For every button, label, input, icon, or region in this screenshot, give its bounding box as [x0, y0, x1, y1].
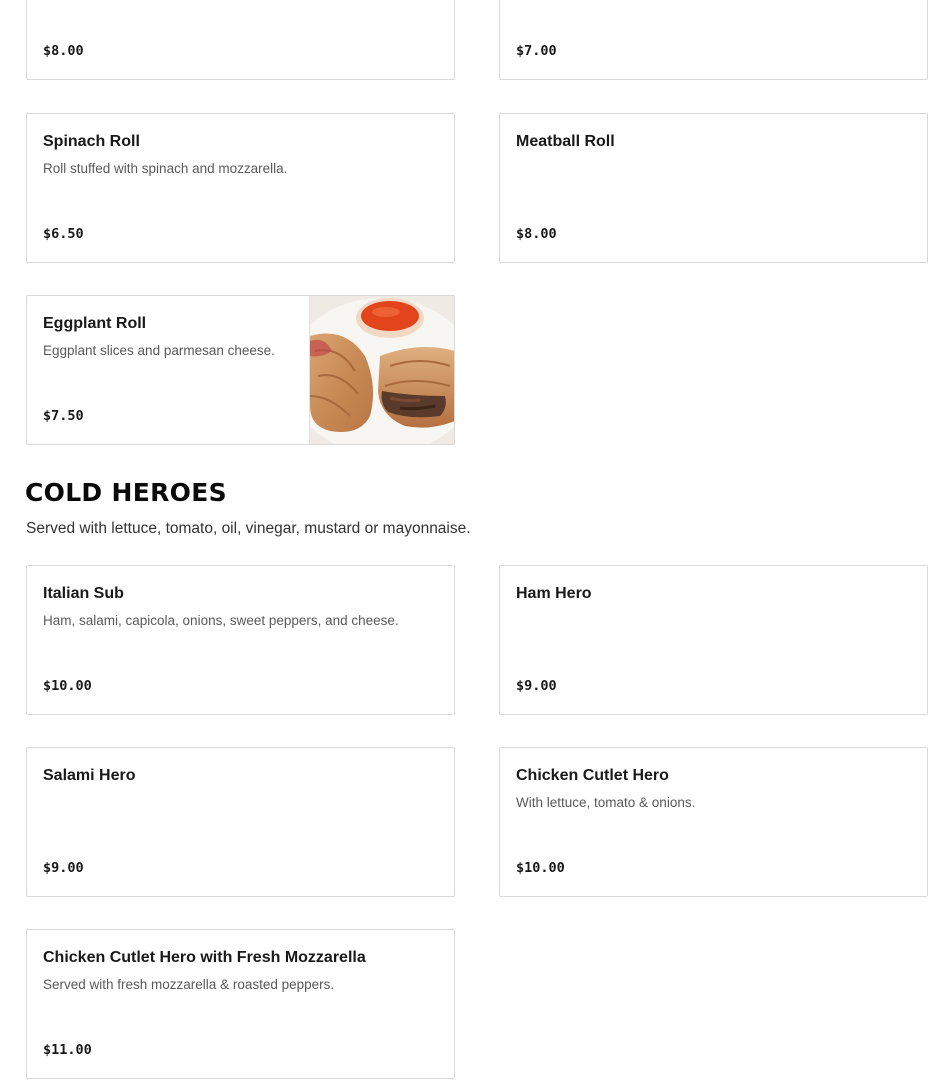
item-price: $10.00 [43, 678, 92, 694]
menu-item-card[interactable] [26, 929, 455, 1079]
item-name: Spinach Roll [43, 133, 140, 150]
menu-item-card[interactable] [499, 113, 928, 263]
item-description: Roll stuffed with spinach and mozzarella. [43, 161, 288, 176]
item-price: $8.00 [516, 226, 557, 242]
item-name: Chicken Cutlet Hero [516, 767, 669, 784]
item-price: $10.00 [516, 860, 565, 876]
item-description: Ham, salami, capicola, onions, sweet peppers, and cheese. [43, 613, 399, 628]
menu-item-card[interactable] [26, 0, 455, 80]
item-name: Italian Sub [43, 585, 124, 602]
item-description: Eggplant slices and parmesan cheese. [43, 343, 275, 358]
item-price: $11.00 [43, 1042, 92, 1058]
item-price: $8.00 [43, 43, 84, 59]
menu-item-card[interactable] [499, 747, 928, 897]
item-price: $9.00 [43, 860, 84, 876]
food-photo-illustration [310, 296, 455, 444]
item-name: Eggplant Roll [43, 315, 147, 332]
item-price: $7.50 [43, 408, 84, 424]
section-description: Served with lettuce, tomato, oil, vinegar, mustard or mayonnaise. [26, 520, 471, 537]
item-name: Salami Hero [43, 767, 136, 784]
item-description: With lettuce, tomato & onions. [516, 795, 696, 810]
item-description: Served with fresh mozzarella & roasted peppers. [43, 977, 335, 992]
item-name: Meatball Roll [516, 133, 615, 150]
menu-item-card[interactable] [26, 747, 455, 897]
section-title: COLD HEROES [25, 478, 227, 507]
item-price: $7.00 [516, 43, 557, 59]
menu-item-card[interactable] [26, 113, 455, 263]
item-name: Ham Hero [516, 585, 592, 602]
menu-item-card[interactable] [499, 0, 928, 80]
item-price: $6.50 [43, 226, 84, 242]
menu-item-card[interactable] [499, 565, 928, 715]
menu-item-card[interactable] [26, 295, 455, 445]
eggplant-roll-photo [309, 296, 454, 444]
menu-item-card[interactable] [26, 565, 455, 715]
item-price: $9.00 [516, 678, 557, 694]
item-name: Chicken Cutlet Hero with Fresh Mozzarella [43, 949, 366, 966]
